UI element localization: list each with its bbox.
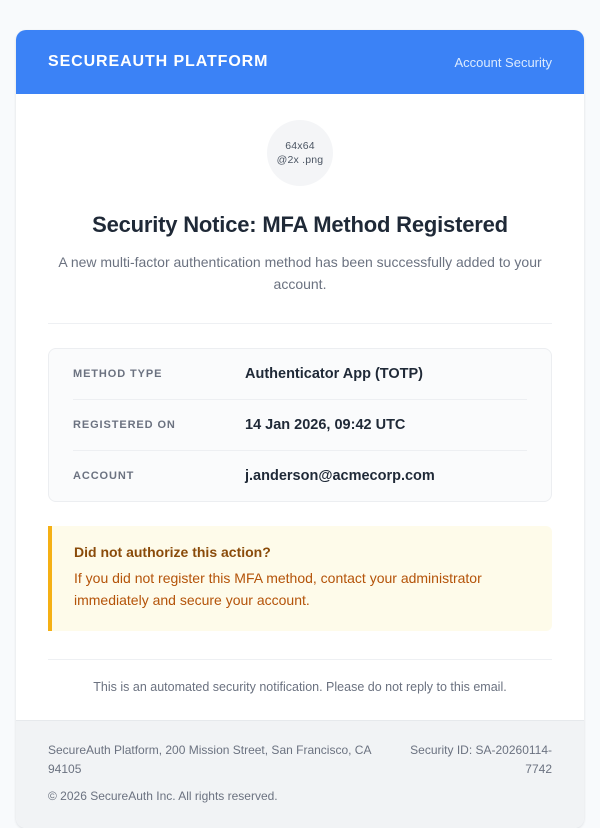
detail-value-account: j.anderson@acmecorp.com: [245, 468, 435, 485]
brand-title: SECUREAUTH PLATFORM: [48, 53, 269, 70]
footer-security-id: Security ID: SA-20260114-7742: [410, 742, 552, 777]
page-title: Security Notice: MFA Method Registered: [92, 212, 508, 237]
table-row: [73, 349, 527, 400]
detail-label-method-type: METHOD TYPE: [73, 368, 163, 381]
detail-label-registered-on: REGISTERED ON: [73, 419, 176, 432]
logo-container: [48, 120, 552, 186]
detail-label-account: ACCOUNT: [73, 470, 135, 483]
logo-placeholder-icon: [267, 120, 333, 186]
footer-copyright: © 2026 SecureAuth Inc. All rights reserved.: [48, 789, 278, 804]
warning-text: If you did not register this MFA method, contact your administrator immediately and secure your account.: [74, 570, 482, 608]
page-subtitle: A new multi-factor authentication method has been successfully added to your account.: [58, 254, 542, 292]
email-body: [16, 94, 584, 720]
warning-callout: [48, 526, 552, 631]
logo-format-label: @2x .png: [276, 154, 324, 166]
email-card: [16, 30, 584, 828]
footer-address: SecureAuth Platform, 200 Mission Street, San Francisco, CA 94105: [48, 742, 371, 777]
automated-notice: This is an automated security notification. Please do not reply to this email.: [93, 679, 507, 694]
email-header: [16, 30, 584, 94]
detail-value-method-type: Authenticator App (TOTP): [245, 366, 424, 383]
details-card: [48, 348, 552, 502]
footer-left-block: [48, 741, 378, 807]
detail-value-registered-on: 14 Jan 2026, 09:42 UTC: [245, 417, 406, 434]
section-divider: [48, 323, 552, 324]
logo-size-label: 64x64: [285, 139, 315, 152]
table-row: [73, 400, 527, 451]
header-category-label: Account Security: [454, 54, 552, 70]
table-row: [73, 451, 527, 501]
email-footer: [16, 720, 584, 828]
warning-title: Did not authorize this action?: [74, 544, 271, 561]
